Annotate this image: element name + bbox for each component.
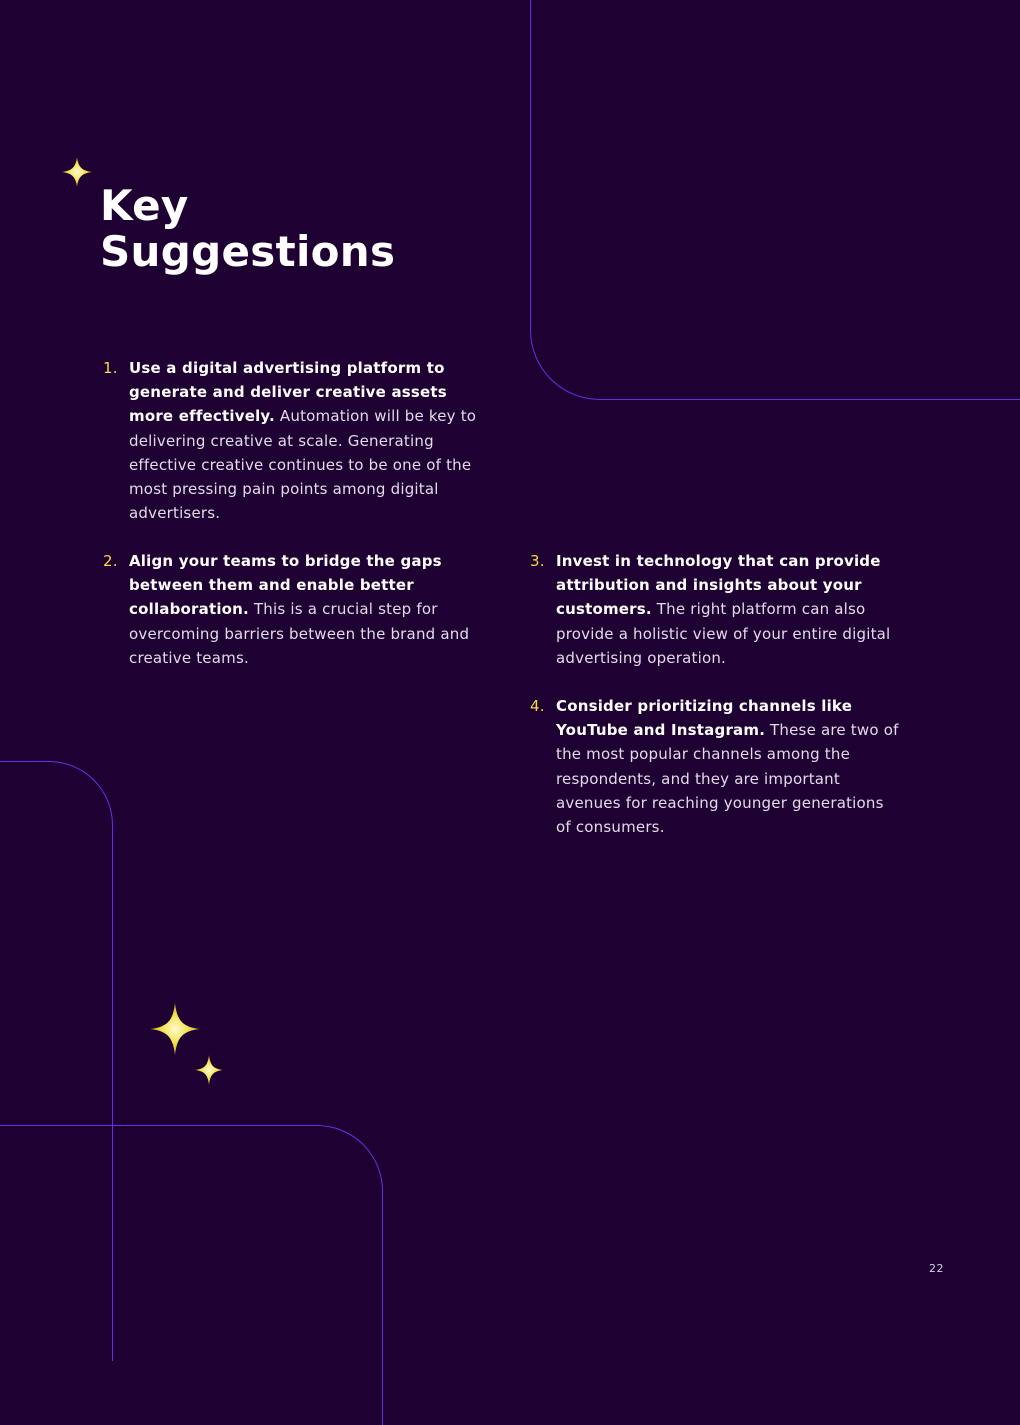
- decorative-frame-top-right: [530, 0, 1020, 400]
- suggestion-number: 3.: [530, 552, 545, 570]
- sparkle-icon: [62, 157, 92, 187]
- suggestion-heading: Invest in technology that can provide attribution and insights about your customers.: [556, 552, 881, 619]
- suggestion-text: [556, 694, 902, 839]
- suggestion-body: Automation will be key to delivering creative at scale. Generating effective creative continues to be one of the most pressing pain points among digital advertisers.: [129, 407, 477, 523]
- suggestion-item: [103, 356, 495, 525]
- suggestion-body: This is a crucial step for overcoming barriers between the brand and creative teams.: [129, 600, 470, 667]
- page-title: [100, 183, 395, 275]
- suggestion-heading: Use a digital advertising platform to generate and deliver creative assets more effectively.: [129, 359, 447, 426]
- suggestion-number: 1.: [103, 359, 118, 377]
- suggestion-heading: Consider prioritizing channels like YouTube and Instagram.: [556, 697, 853, 740]
- decorative-frame-left: [0, 761, 113, 1361]
- suggestion-text: [129, 549, 475, 670]
- suggestion-item: [530, 549, 902, 670]
- suggestion-item: [530, 694, 902, 839]
- page-title-line-1: Key: [100, 181, 189, 230]
- page-number: 22: [929, 1262, 944, 1275]
- page-title-line-2: Suggestions: [100, 227, 396, 276]
- suggestion-item: [103, 549, 475, 670]
- suggestion-body: These are two of the most popular channels among the respondents, and they are important avenues for reaching younger generations of consumers.: [556, 721, 899, 837]
- suggestion-number: 4.: [530, 697, 545, 715]
- suggestion-body: The right platform can also provide a holistic view of your entire digital advertising operation.: [556, 600, 891, 667]
- suggestion-heading: Align your teams to bridge the gaps between them and enable better collaboration.: [129, 552, 442, 619]
- sparkle-icon: [150, 1003, 200, 1055]
- decorative-frame-bottom: [0, 1125, 383, 1425]
- suggestion-number: 2.: [103, 552, 118, 570]
- suggestion-text: [556, 549, 902, 670]
- suggestion-text: [129, 356, 495, 525]
- sparkle-icon: [195, 1055, 223, 1085]
